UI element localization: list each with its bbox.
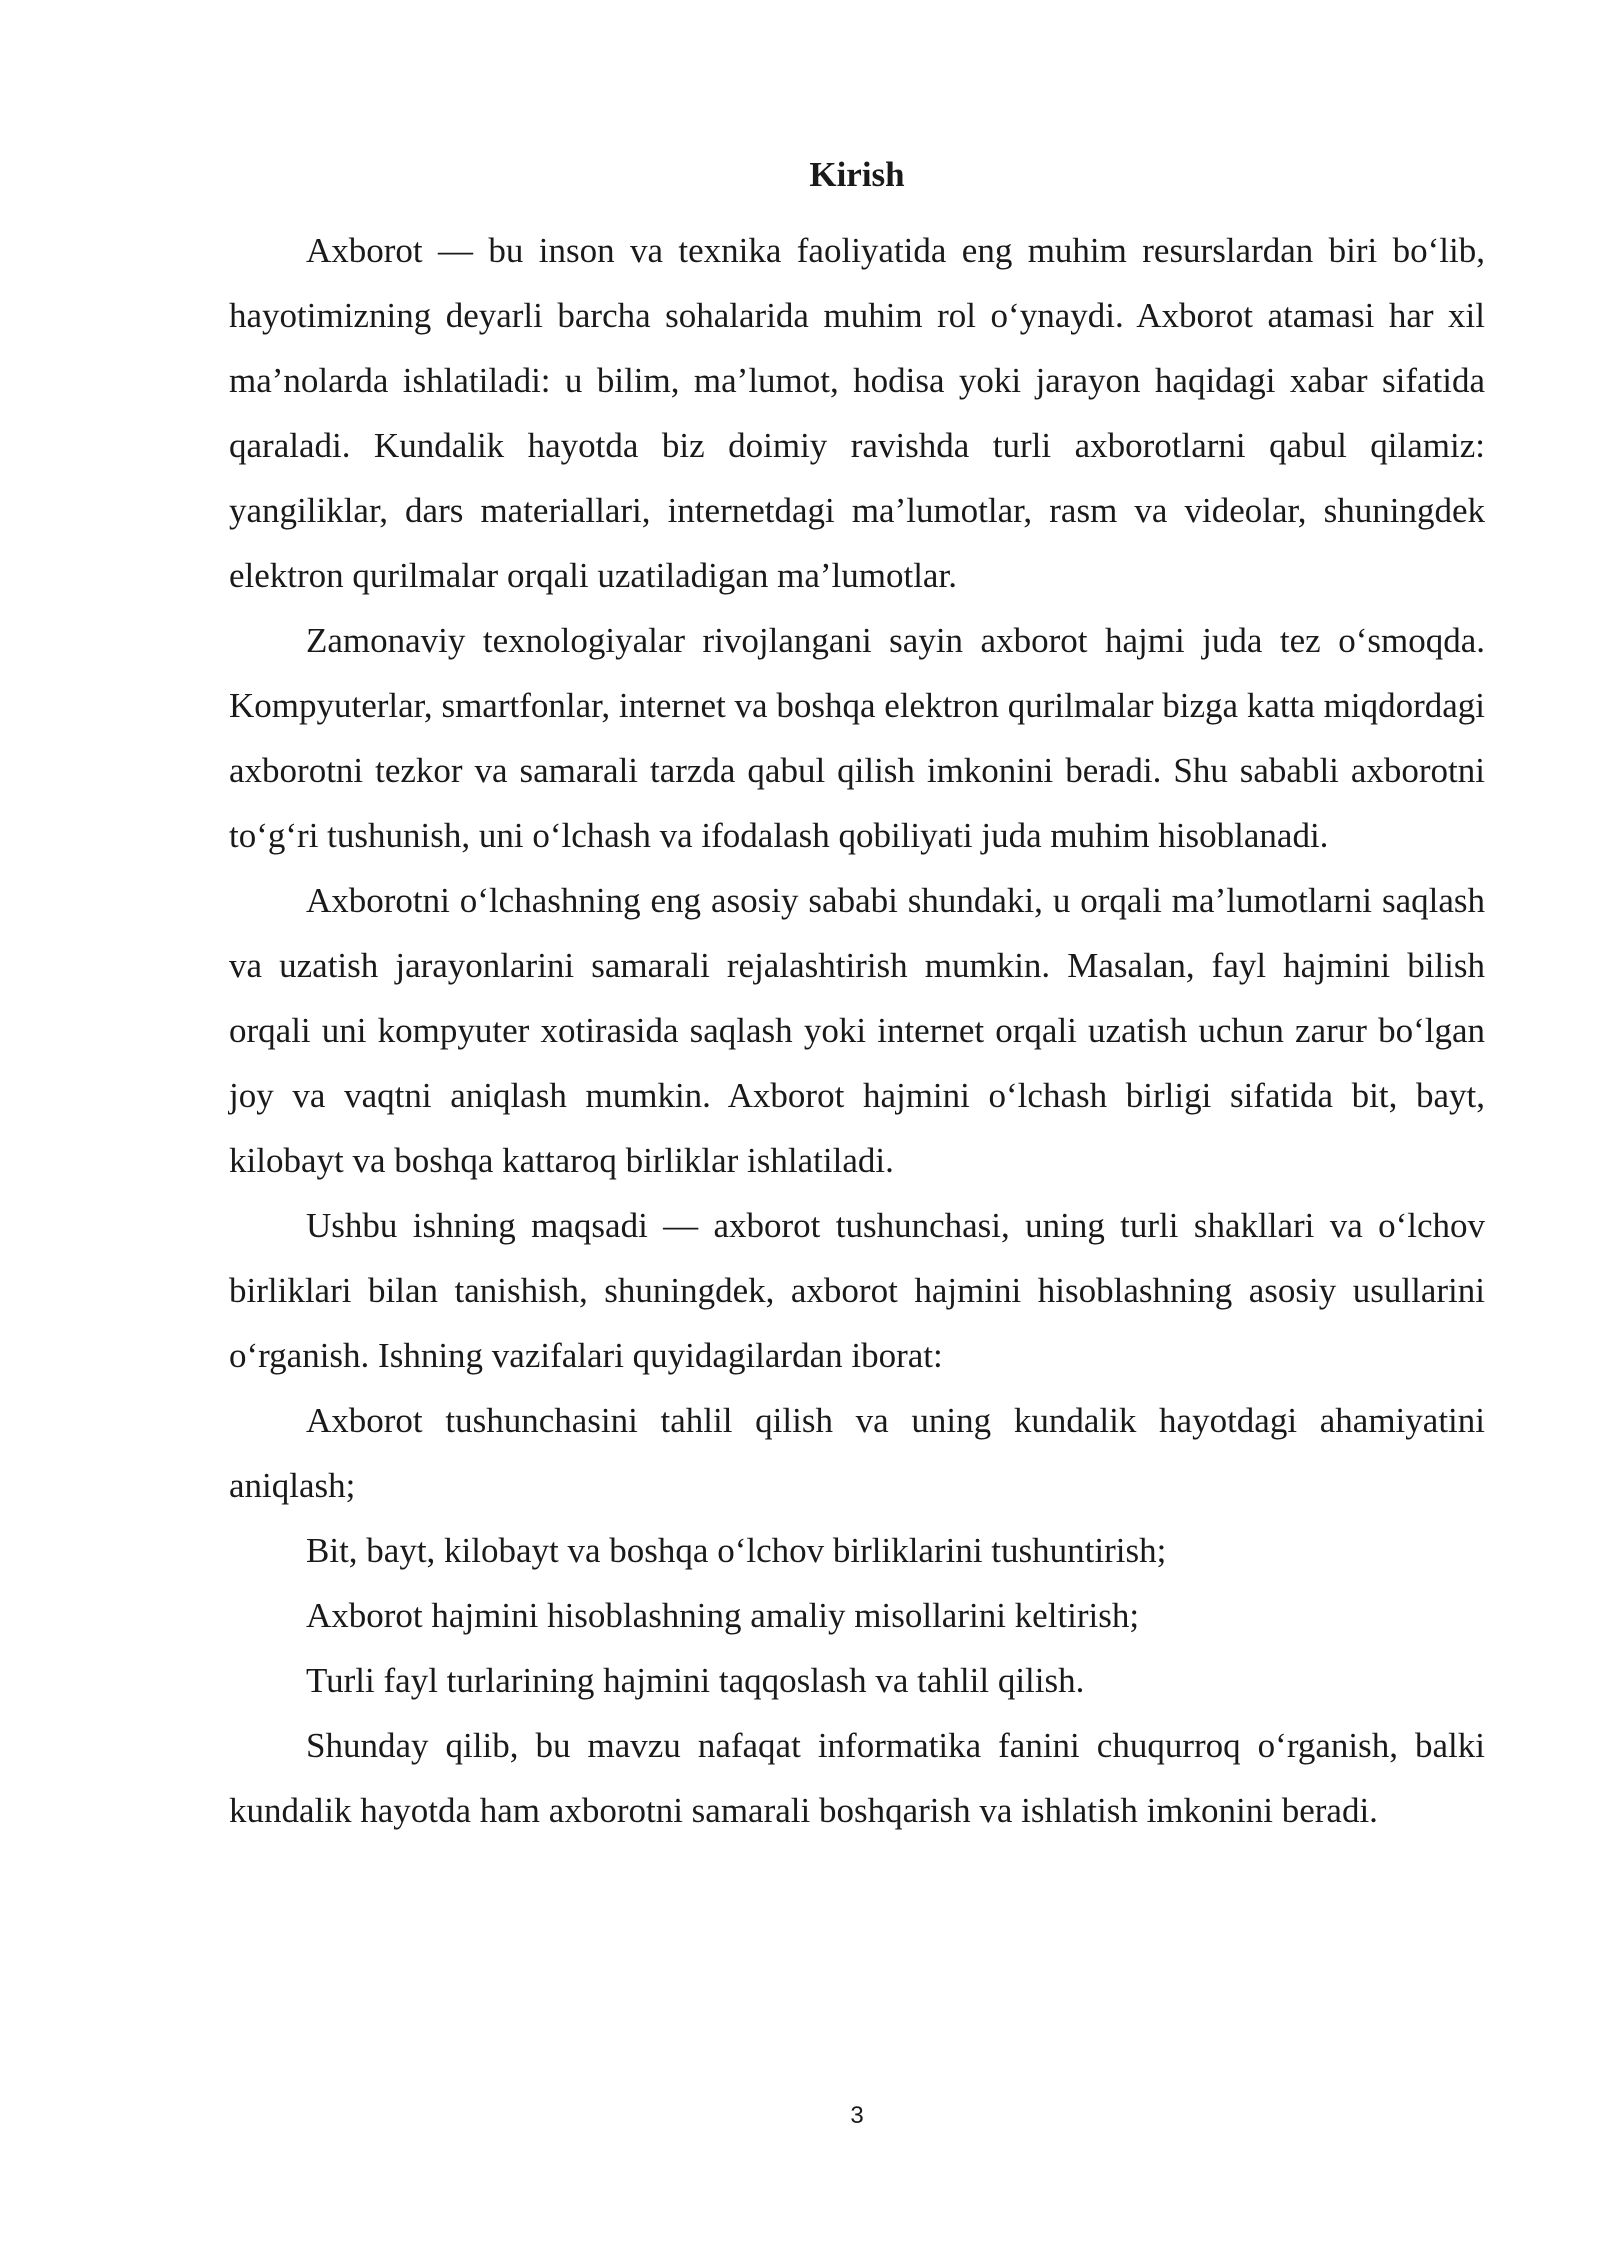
paragraph-technology: Zamonaviy texnologiyalar rivojlangani sayin axborot hajmi juda tez o‘smoqda. Kompyuterlar, smartfonlar, internet va boshqa elektron qurilmalar bizga katta miqdordagi axborotni tezkor va samarali tarzda qabul qilish imkonini beradi. Shu sababli axborotni to‘g‘ri tushunish, uni o‘lchash va ifodalash qobiliyati juda muhim hisoblanadi. [229,621,1485,855]
section-title: Kirish [809,155,905,194]
page-number: 3 [850,2102,864,2129]
paragraph-measurement: Axborotni o‘lchashning eng asosiy sababi shundaki, u orqali ma’lumotlarni saqlash va uzatish jarayonlarini samarali rejalashtirish mumkin. Masalan, fayl hajmini bilish orqali uni kompyuter xotirasida saqlash yoki internet orqali uzatish uchun zarur bo‘lgan joy va vaqtni aniqlash mumkin. Axborot hajmini o‘lchash birligi sifatida bit, bayt, kilobayt va boshqa kattaroq birliklar ishlatiladi. [229,881,1485,1180]
task-item: Bit, bayt, kilobayt va boshqa o‘lchov birliklarini tushuntirish; [306,1531,1167,1570]
body-text [229,218,1485,1843]
paragraph-conclusion: Shunday qilib, bu mavzu nafaqat informatika fanini chuqurroq o‘rganish, balki kundalik hayotda ham axborotni samarali boshqarish va ishlatish imkonini beradi. [229,1726,1485,1830]
task-item: Axborot hajmini hisoblashning amaliy misollarini keltirish; [306,1596,1140,1635]
task-item: Turli fayl turlarining hajmini taqqoslash va tahlil qilish. [306,1661,1085,1700]
document-page [229,0,1485,2262]
paragraph-intro: Axborot — bu inson va texnika faoliyatida eng muhim resurslardan biri bo‘lib, hayotimizning deyarli barcha sohalarida muhim rol o‘ynaydi. Axborot atamasi har xil ma’nolarda ishlatiladi: u bilim, ma’lumot, hodisa yoki jarayon haqidagi xabar sifatida qaraladi. Kundalik hayotda biz doimiy ravishda turli axborotlarni qabul qilamiz: yangiliklar, dars materiallari, internetdagi ma’lumotlar, rasm va videolar, shuningdek elektron qurilmalar orqali uzatiladigan ma’lumotlar. [229,231,1485,595]
paragraph-goal: Ushbu ishning maqsadi — axborot tushunchasi, uning turli shakllari va o‘lchov birliklari bilan tanishish, shuningdek, axborot hajmini hisoblashning asosiy usullarini o‘rganish. Ishning vazifalari quyidagilardan iborat: [229,1206,1485,1375]
task-item: Axborot tushunchasini tahlil qilish va uning kundalik hayotdagi ahamiyatini aniqlash; [229,1401,1485,1505]
